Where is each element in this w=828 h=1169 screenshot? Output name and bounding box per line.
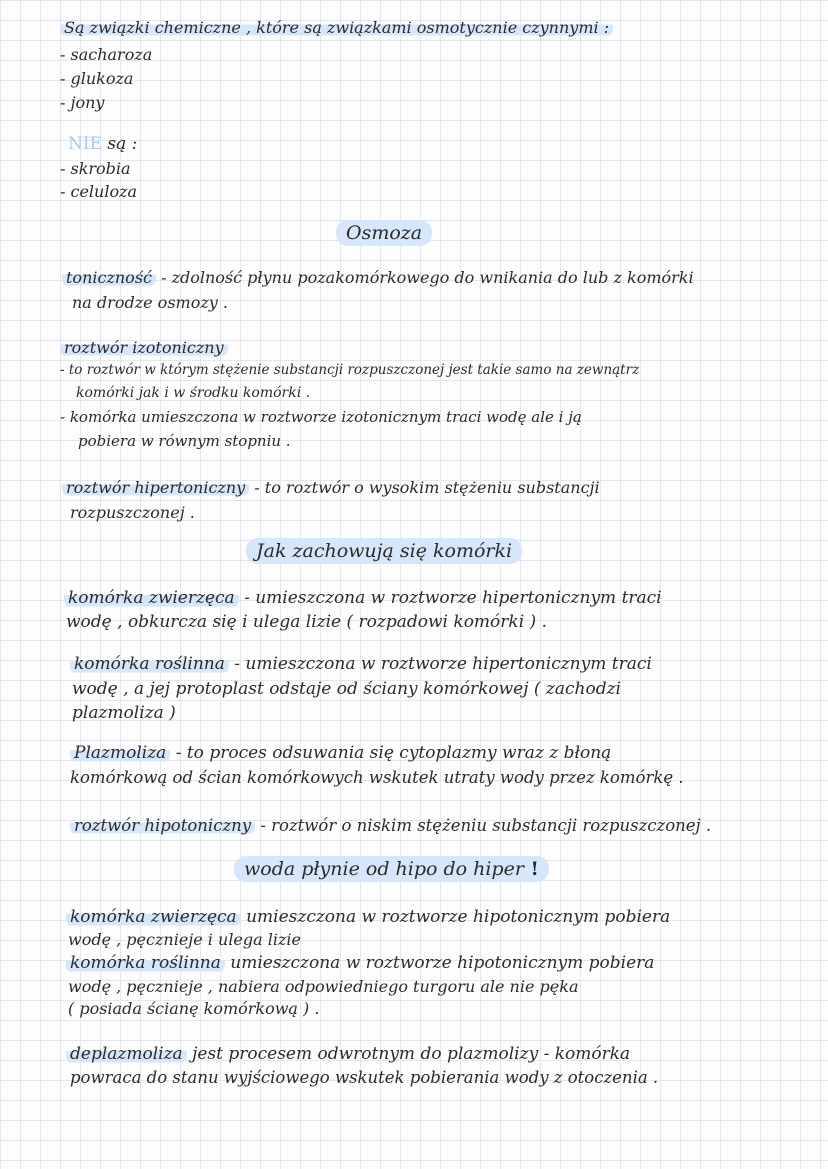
- deplazmoliza-line-1: deplazmoliza jest procesem odwrotnym do plazmolizy - komórka: [66, 1046, 630, 1063]
- plazmoliza-line-2: komórkową od ścian komórkowych wskutek utraty wody przez komórkę .: [70, 768, 684, 787]
- list-item: - glukoza: [60, 69, 134, 88]
- tonicznosc-line-2: na drodze osmozy .: [72, 293, 228, 312]
- roslinna-hipo-line-2: wodę , pęcznieje , nabiera odpowiedniego turgoru ale nie pęka: [68, 977, 579, 996]
- izotoniczny-line-3: - komórka umieszczona w roztworze izotonicznym traci wodę ale i ją: [60, 408, 582, 426]
- hipotoniczny-line: roztwór hipotoniczny - roztwór o niskim stężeniu substancji rozpuszczonej .: [70, 818, 711, 835]
- nie-word: NIE: [68, 134, 102, 154]
- izotoniczny-line-2: komórki jak i w środku komórki .: [76, 385, 311, 401]
- roslinna-hipo-line-3: ( posiada ścianę komórkową ) .: [68, 999, 320, 1018]
- intro-text: Są związki chemiczne , które są związkami osmotycznie czynnymi :: [60, 18, 613, 37]
- zwierzeca-hipo-line-1: komórka zwierzęca umieszczona w roztworze hipotonicznym pobiera: [66, 909, 670, 926]
- hipertoniczny-line-2: rozpuszczonej .: [70, 503, 195, 522]
- tonicznosc-line-1: toniczność - zdolność płynu pozakomórkowego do wnikania do lub z komórki: [62, 270, 694, 286]
- heading-osmoza: Osmoza: [336, 224, 432, 243]
- term-deplazmoliza: deplazmoliza: [66, 1044, 187, 1064]
- list-item: - jony: [60, 93, 105, 112]
- term-hipertoniczny: roztwór hipertoniczny: [62, 478, 249, 497]
- zwierzeca-hiper-line-2: wodę , obkurcza się i ulega lizie ( rozpadowi komórki ) .: [66, 612, 547, 632]
- term-komorka-roslinna-2: komórka roślinna: [66, 953, 225, 973]
- roslinna-hiper-line-2: wodę , a jej protoplast odstaje od ściany komórkowej ( zachodzi: [72, 679, 621, 699]
- term-plazmoliza: Plazmoliza: [70, 743, 170, 763]
- term-hipotoniczny: roztwór hipotoniczny: [70, 816, 255, 835]
- list-item: - sacharoza: [60, 45, 153, 64]
- term-komorka-zwierzeca-2: komórka zwierzęca: [66, 907, 241, 927]
- intro-line: [60, 20, 613, 36]
- term-tonicznosc: toniczność: [62, 268, 156, 287]
- izotoniczny-line-4: pobiera w równym stopniu .: [78, 432, 291, 450]
- nie-rest: są :: [102, 134, 138, 154]
- deplazmoliza-line-2: powraca do stanu wyjściowego wskutek pobierania wody z otoczenia .: [70, 1068, 659, 1087]
- term-komorka-roslinna: komórka roślinna: [70, 654, 229, 674]
- heading-komorki: Jak zachowują się komórki: [246, 542, 522, 561]
- zwierzeca-hiper-line-1: komórka zwierzęca - umieszczona w roztworze hipertonicznym traci: [64, 590, 662, 607]
- list-item: - skrobia: [60, 159, 131, 178]
- list-item: - celuloza: [60, 182, 138, 201]
- roslinna-hipo-line-1: komórka roślinna umieszczona w roztworze hipotonicznym pobiera: [66, 955, 654, 972]
- izotoniczny-term: roztwór izotoniczny: [60, 340, 228, 356]
- izotoniczny-line-1: - to roztwór w którym stężenie substancji rozpuszczonej jest takie samo na zewnątrz: [60, 362, 640, 378]
- term-komorka-zwierzeca: komórka zwierzęca: [64, 588, 239, 608]
- hipertoniczny-line-1: roztwór hipertoniczny - to roztwór o wysokim stężeniu substancji: [62, 480, 600, 496]
- plazmoliza-line-1: Plazmoliza - to proces odsuwania się cytoplazmy wraz z błoną: [70, 745, 611, 762]
- roslinna-hiper-line-1: komórka roślinna - umieszczona w roztworze hipertonicznym traci: [70, 656, 652, 673]
- exclamation-mark: !: [523, 858, 539, 880]
- roslinna-hiper-line-3: plazmoliza ): [72, 703, 176, 723]
- nie-line: [68, 136, 137, 153]
- zwierzeca-hipo-line-2: wodę , pęcznieje i ulega lizie: [68, 930, 302, 949]
- heading-woda: woda płynie od hipo do hiper !: [234, 860, 549, 879]
